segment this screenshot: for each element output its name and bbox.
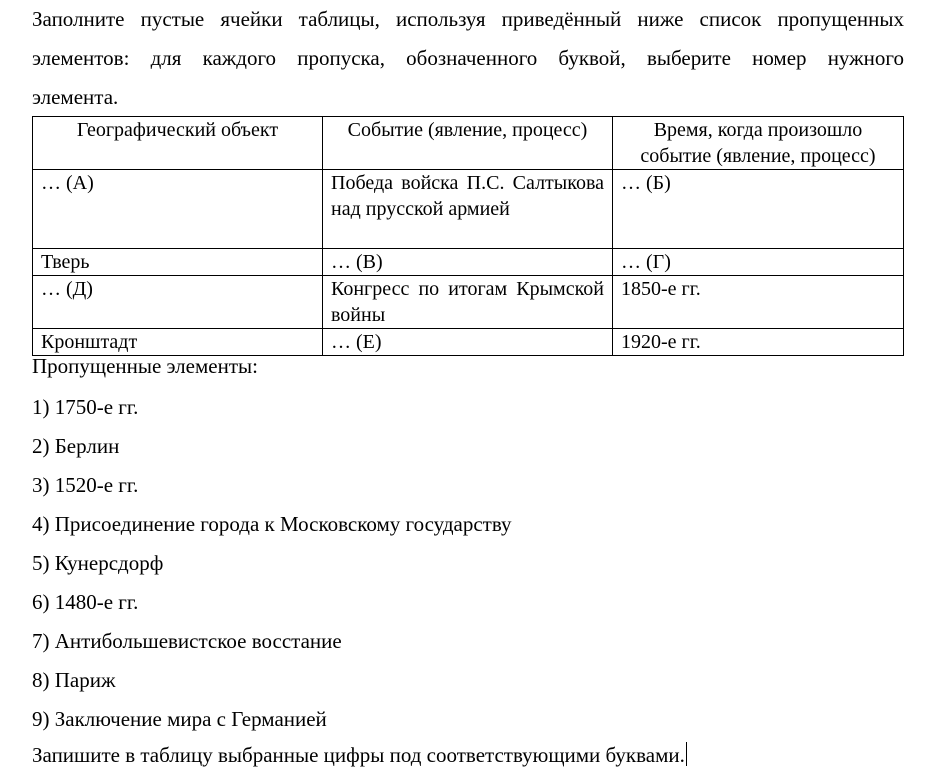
table-cell[interactable]: … (А) (33, 170, 323, 249)
missing-elements-heading: Пропущенные элементы: (32, 354, 258, 378)
table-cell: Кронштадт (33, 329, 323, 356)
list-item: 2) Берлин (32, 434, 120, 458)
instructions-line-2: элементов: для каждого пропуска, обозначенного буквой, выберите номер нужного (32, 46, 904, 70)
options-list (32, 392, 512, 743)
table-row (33, 170, 904, 249)
answer-table (32, 116, 904, 356)
text-cursor (686, 742, 687, 766)
table-cell[interactable]: … (Д) (33, 276, 323, 329)
list-item: 9) Заключение мира с Германией (32, 707, 327, 731)
table-cell: 1920-е гг. (613, 329, 904, 356)
table-cell[interactable]: … (Б) (613, 170, 904, 249)
final-instruction-text: Запишите в таблицу выбранные цифры под соответствующими буквами. (32, 743, 685, 767)
table-cell[interactable]: … (Г) (613, 249, 904, 276)
list-item: 7) Антибольшевистское восстание (32, 629, 342, 653)
table-row (33, 329, 904, 356)
final-instruction[interactable] (32, 742, 687, 768)
instructions-line-1: Заполните пустые ячейки таблицы, используя приведённый ниже список пропущенных (32, 7, 904, 31)
instructions-line-3: элемента. (32, 85, 119, 109)
header-geographic-object: Географический объект (33, 117, 323, 170)
table-row (33, 276, 904, 329)
list-item: 3) 1520-е гг. (32, 473, 139, 497)
list-item: 5) Кунерсдорф (32, 551, 164, 575)
list-item: 6) 1480-е гг. (32, 590, 139, 614)
table-row (33, 249, 904, 276)
list-item: 1) 1750-е гг. (32, 395, 139, 419)
task-instructions (32, 0, 904, 117)
table-cell: Тверь (33, 249, 323, 276)
table-cell: Конгресс по итогам Крымской войны (323, 276, 613, 329)
header-event: Событие (явление, процесс) (323, 117, 613, 170)
table-cell: Победа войска П.С. Салтыкова над прусской армией (323, 170, 613, 249)
header-time: Время, когда произошло событие (явление, процесс) (613, 117, 904, 170)
table-cell[interactable]: … (В) (323, 249, 613, 276)
list-item: 8) Париж (32, 668, 116, 692)
list-item: 4) Присоединение города к Московскому государству (32, 512, 512, 536)
table-header-row (33, 117, 904, 170)
table-cell: 1850-е гг. (613, 276, 904, 329)
table-cell[interactable]: … (Е) (323, 329, 613, 356)
